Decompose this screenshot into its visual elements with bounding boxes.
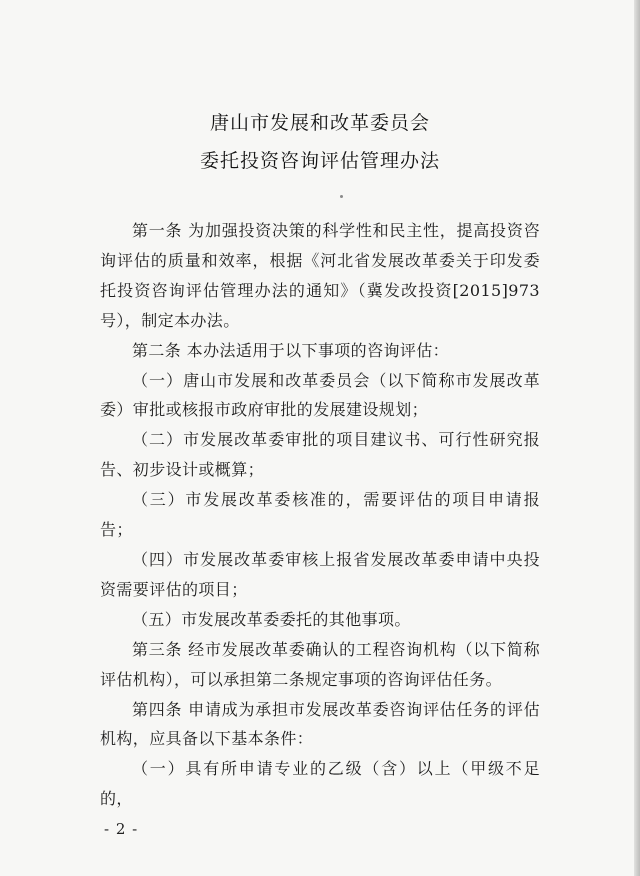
paragraph-item-5: （五）市发展改革委委托的其他事项。 bbox=[132, 609, 411, 629]
paragraph-item-1: （一）唐山市发展和改革委员会（以下简称市发展改革委）审批或核报市政府审批的发展建设规划； bbox=[100, 370, 540, 420]
paragraph-article-4-item-1: （一）具有所申请专业的乙级（含）以上（甲级不足的， bbox=[100, 759, 540, 809]
paragraph-article-4: 第四条 申请成为承担市发展改革委咨询评估任务的评估机构，应具备以下基本条件： bbox=[100, 699, 540, 749]
paragraph-article-3: 第三条 经市发展改革委确认的工程咨询机构（以下简称评估机构），可以承担第二条规定事项的咨询评估任务。 bbox=[100, 639, 540, 689]
page-number: - 2 - bbox=[104, 820, 139, 838]
document-title-line-2: 委托投资咨询评估管理办法 bbox=[199, 150, 440, 172]
paragraph-article-1: 第一条 为加强投资决策的科学性和民主性，提高投资咨询评估的质量和效率，根据《河北省发展改革委关于印发委托投资咨询评估管理办法的通知》（冀发改投资[2015]973号），制定本办法。 bbox=[100, 221, 540, 330]
document-title-line-1: 唐山市发展和改革委员会 bbox=[209, 112, 430, 134]
paragraph-item-4: （四）市发展改革委审核上报省发展改革委申请中央投资需要评估的项目； bbox=[100, 549, 540, 599]
document-body bbox=[100, 216, 540, 814]
paragraph-item-3: （三）市发展改革委核准的，需要评估的项目申请报告； bbox=[100, 490, 540, 540]
scan-speck bbox=[340, 195, 343, 198]
paragraph-item-2: （二）市发展改革委审批的项目建议书、可行性研究报告、初步设计或概算； bbox=[100, 430, 540, 480]
paragraph-article-2: 第二条 本办法适用于以下事项的咨询评估： bbox=[132, 340, 450, 360]
